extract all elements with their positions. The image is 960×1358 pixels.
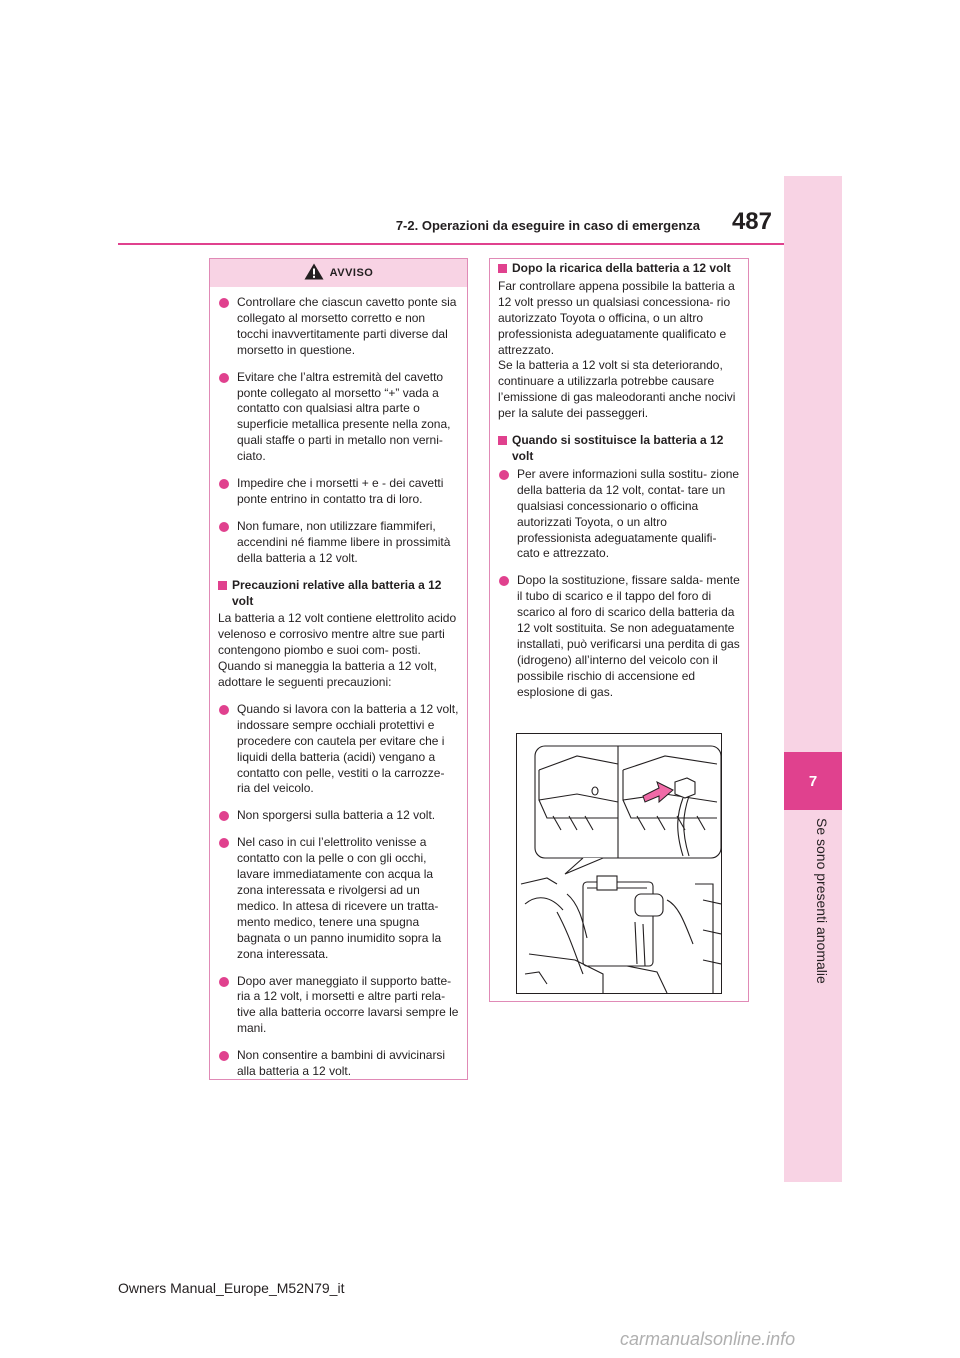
- battery-illustration: [516, 733, 722, 994]
- warning-bullet: Evitare che l’altra estremità del cavetto ponte collegato al morsetto “+” vada a contatto con qualsiasi altra parte o superficie metallica presente nella zona, quali staffe o parti in metallo non verni- ciato.: [218, 370, 459, 465]
- battery-precautions-paragraph: La batteria a 12 volt contiene elettrolito acido velenoso e corrosivo mentre altre sue parti contengono piombo e suoi com- posti. Quando si maneggia la batteria a 12 volt, adottare le seguenti precauzioni:: [218, 611, 457, 690]
- precaution-bullet: Non consentire a bambini di avvicinarsi alla batteria a 12 volt.: [218, 1048, 459, 1080]
- warning-box: [209, 258, 468, 1080]
- warning-title: AVVISO: [329, 267, 374, 279]
- after-charging-heading: Dopo la ricarica della batteria a 12 volt: [498, 261, 740, 277]
- chapter-number-box: [784, 752, 842, 810]
- section-title: 7-2. Operazioni da eseguire in caso di emergenza: [395, 218, 700, 233]
- chapter-label: Se sono presenti anomalie: [814, 818, 830, 984]
- watermark-text: carmanualsonline.info: [620, 1329, 796, 1349]
- warning-bullet: Controllare che ciascun cavetto ponte sia collegato al morsetto corretto e non tocchi inavvertitamente parti diverse dal morsetto in questione.: [218, 295, 459, 359]
- page-number: 487: [731, 208, 772, 235]
- warning-bullet: Non fumare, non utilizzare fiammiferi, accendini né fiamme libere in prossimità della batteria a 12 volt.: [218, 519, 459, 567]
- precaution-bullet: Dopo aver maneggiato il supporto batte- ria a 12 volt, i morsetti e altre parti rela- tive alla batteria occorre lavarsi sempre le mani.: [218, 974, 459, 1038]
- replacement-heading: Quando si sostituisce la batteria a 12 volt: [498, 433, 740, 465]
- battery-precautions-heading: Precauzioni relative alla batteria a 12 volt: [218, 578, 459, 610]
- replacement-bullet: Dopo la sostituzione, fissare salda- mente il tubo di scarico e il tappo del foro di scarico al foro di scarico della batteria da 12 volt sostituita. Se non adeguatamente installati, può verificarsi una perdita di gas (idrogeno) all’interno del veicolo con il possibile rischio di accensione ed esplosione di gas.: [498, 573, 740, 700]
- warning-triangle-icon: [304, 263, 324, 283]
- warning-header: [210, 259, 467, 287]
- precaution-bullet: Quando si lavora con la batteria a 12 volt, indossare sempre occhiali protettivi e procedere con cautela per evitare che i liquidi della batteria (acidi) vengano a contatto con pelle, vestiti o la carrozze- ria del veicolo.: [218, 702, 459, 797]
- warning-body: [210, 287, 467, 1080]
- after-charging-paragraph: Far controllare appena possibile la batteria a 12 volt presso un qualsiasi concessiona- rio autorizzato Toyota o officina, o un altro professionista adeguatamente qualificato e attrezzato.: [498, 278, 735, 357]
- precaution-bullet: Non sporgersi sulla batteria a 12 volt.: [218, 808, 459, 824]
- replacement-bullet: Per avere informazioni sulla sostitu- zione della batteria da 12 volt, contat- tare un qualsiasi concessionario o officina autorizzati Toyota, o un altro professionista adeguatamente qualifi- cato e attrezzato.: [498, 467, 740, 562]
- battery-vent-drawing: [517, 734, 721, 993]
- precaution-bullet: Nel caso in cui l’elettrolito venisse a contatto con la pelle o con gli occhi, lavare immediatamente con acqua la zona interessata e rivolgersi ad un medico. In attesa di ricevere un tratta- mento medico, tenere una spugna bagnata o un panno inumidito sopra la zona interessata.: [218, 835, 459, 962]
- warning-bullet: Impedire che i morsetti + e - dei cavetti ponte entrino in contatto tra di loro.: [218, 476, 459, 508]
- chapter-number: 7: [808, 772, 818, 790]
- manual-id: Owners Manual_Europe_M52N79_it: [118, 1280, 345, 1296]
- header-divider: [118, 243, 784, 245]
- deterioration-paragraph: Se la batteria a 12 volt si sta deteriorando, continuare a utilizzarla potrebbe causare l’emissione di gas maleodoranti anche nocivi per la salute dei passeggeri.: [498, 358, 736, 421]
